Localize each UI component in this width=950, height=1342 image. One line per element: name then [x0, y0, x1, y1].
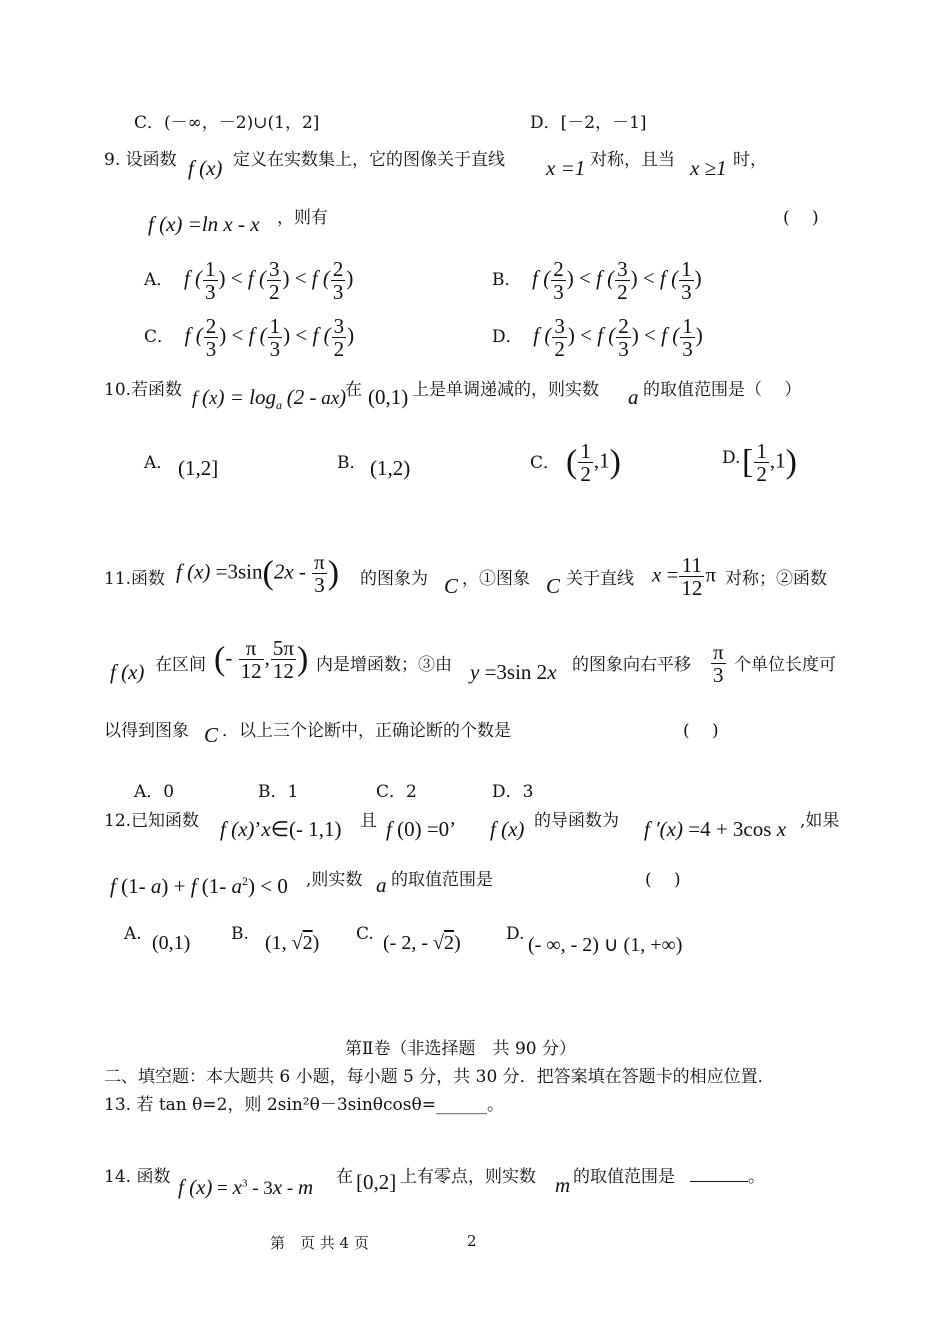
q12-option-c-label: C. — [356, 924, 374, 944]
q12-option-a-label: A. — [124, 924, 142, 944]
q9-option-a: A． f ( $\frac{1}{3}$ ) < f ( $\frac{3}{2}$ ) < f ( $\frac{2}{3}$ ) — [144, 257, 354, 305]
q12-text4: ,则实数 — [306, 870, 363, 890]
q10-text1: 在 — [345, 380, 362, 400]
q12-option-d-label: D. — [506, 924, 525, 944]
q9-fx: f (x) — [188, 156, 223, 180]
q9-stem: 9. 设函数 — [104, 150, 177, 170]
q12-inequality: f (1- a) + f (1- $a^2) < 0$ — [110, 874, 288, 898]
q10-option-d: [ $\frac{1}{2}$ ,1) — [742, 439, 797, 487]
q14-text2: 上有零点，则实数 — [400, 1167, 536, 1187]
q12-domain: f (x)’x∈(- 1,1) — [220, 817, 342, 841]
q10-formula: f $(x) = \log_a (2 - ax)$ — [192, 385, 347, 412]
q9-text4: ，则有 — [277, 208, 328, 228]
q11-text9: 以得到图象 — [104, 721, 189, 741]
q11-var-c2: C — [546, 574, 561, 598]
q12-f0: f (0) =0’ — [386, 817, 457, 841]
q11-text10: ．以上三个论断中，正确论断的个数是 — [222, 721, 511, 741]
q12-var-a: a — [376, 873, 387, 897]
q12-answer-paren: ( ) — [645, 870, 681, 890]
q12-stem: 12.已知函数 — [104, 811, 200, 831]
q9-text3: 时， — [733, 150, 767, 170]
q8-option-c: C．(－∞，－2)∪(1，2] — [134, 113, 320, 133]
q14-stem: 14. 函数 — [104, 1167, 171, 1187]
q9-text1: 定义在实数集上，它的图像关于直线 — [233, 150, 505, 170]
q11-text4: 对称；②函数 — [725, 569, 827, 589]
q11-text5: 在区间 — [155, 655, 206, 675]
q11-var-c1: C — [444, 574, 459, 598]
q10-stem: 10.若函数 — [104, 380, 183, 400]
q14-var-m: m — [555, 1173, 571, 1197]
q11-option-b: B．1 — [258, 782, 299, 802]
q9-text2: 对称，且当 — [590, 150, 675, 170]
q11-text3: 关于直线 — [566, 569, 634, 589]
q9-option-b: B． f ( $\frac{2}{3}$ ) < f ( $\frac{3}{2}$ ) < f ( $\frac{1}{3}$ ) — [492, 257, 702, 305]
q9-line-eq: x =1 — [546, 156, 586, 180]
footer-page-info: 第 页 共 4 页 — [270, 1234, 369, 1252]
q10-option-c: ( $\frac{1}{2}$ ,1) — [566, 439, 621, 487]
q12-text2: 的导函数为 — [534, 811, 619, 831]
footer-page-number: 2 — [467, 1232, 477, 1250]
q14-text1: 在 — [336, 1167, 353, 1187]
q11-formula: f (x) =3sin(2x - $\frac{\pi}{3}$ ) — [176, 550, 340, 598]
q12-option-a: (0,1) — [152, 932, 191, 954]
q10-option-a-label: A． — [144, 453, 174, 473]
q11-option-d: D．3 — [492, 782, 534, 802]
q11-text1: 的图象为 — [360, 569, 428, 589]
q12-text1: 且 — [360, 811, 377, 831]
q9-answer-paren: ( ) — [783, 208, 819, 228]
q12-option-b: (1, √2) — [265, 932, 320, 954]
q12-fx: f (x) — [490, 817, 525, 841]
q11-option-a: A．0 — [134, 782, 175, 802]
q14-interval: [0,2] — [356, 1170, 397, 1194]
q13-text: 13. 若 tan θ=2，则 2sin²θ－3sinθcosθ=______。 — [104, 1095, 504, 1115]
q11-option-c: C．2 — [376, 782, 417, 802]
q11-shift: $\frac{\pi}{3}$ — [713, 640, 724, 688]
q12-option-c: (- 2, - √2) — [383, 932, 461, 954]
q9-formula: f (x) =ln x - x — [148, 212, 260, 236]
q14-formula: f $(x) = x^3 - 3x - m$ — [178, 1175, 314, 1199]
q9-condition: x ≥1 — [690, 156, 727, 180]
q11-line-eq: x = $\frac{11}{12}$ π — [652, 553, 717, 601]
q11-stem: 11.函数 — [104, 569, 166, 589]
q9-option-c: C． f ( $\frac{2}{3}$ ) < f ( $\frac{1}{3}$ ) < f ( $\frac{3}{2}$ ) — [144, 314, 355, 362]
q11-answer-paren: ( ) — [683, 721, 719, 741]
q11-interval: (- $\frac{\pi}{12}$ , $\frac{5\pi}{12}$ ) — [214, 636, 309, 684]
q11-text6: 内是增函数；③由 — [316, 655, 452, 675]
q10-option-b-label: B． — [337, 453, 367, 473]
q12-option-b-label: B. — [231, 924, 249, 944]
section2-title: 第Ⅱ卷（非选择题 共 90 分） — [345, 1039, 576, 1059]
q10-option-d-label: D. — [722, 448, 741, 468]
q9-option-d: D． f ( $\frac{3}{2}$ ) < f ( $\frac{2}{3}$ ) < f ( $\frac{1}{3}$ ) — [492, 314, 703, 362]
q10-interval: (0,1) — [368, 385, 409, 409]
section2-intro: 二、填空题：本大题共 6 小题，每小题 5 分，共 30 分．把答案填在答题卡的相应位置． — [104, 1067, 775, 1087]
q10-option-b: (1,2) — [370, 456, 411, 480]
q12-derivative: f ′(x) =4 + 3cos x — [644, 817, 787, 841]
q11-source-func: y =3sin 2x — [470, 660, 557, 684]
q11-var-c3: C — [204, 723, 219, 747]
q11-text2: ，①图象 — [462, 569, 530, 589]
q8-option-d: D．[－2，－1] — [530, 113, 647, 133]
q14-text3: 的取值范围是 — [573, 1167, 675, 1187]
q10-option-a: (1,2] — [178, 456, 219, 480]
q11-fx: f (x) — [110, 660, 145, 684]
q10-var-a: a — [628, 385, 639, 409]
q12-option-d: (- ∞, - 2) ∪ (1, +∞) — [528, 934, 683, 956]
q12-text3: ,如果 — [800, 811, 840, 831]
q11-text8: 个单位长度可 — [734, 655, 836, 675]
q10-option-c-label: C． — [530, 453, 561, 473]
q11-text7: 的图象向右平移 — [572, 655, 691, 675]
q12-text5: 的取值范围是 — [391, 870, 493, 890]
q10-text2: 上是单调递减的，则实数 — [412, 380, 599, 400]
q14-answer-blank: 。 — [690, 1162, 765, 1187]
q10-text3: 的取值范围是（ ） — [643, 380, 802, 400]
